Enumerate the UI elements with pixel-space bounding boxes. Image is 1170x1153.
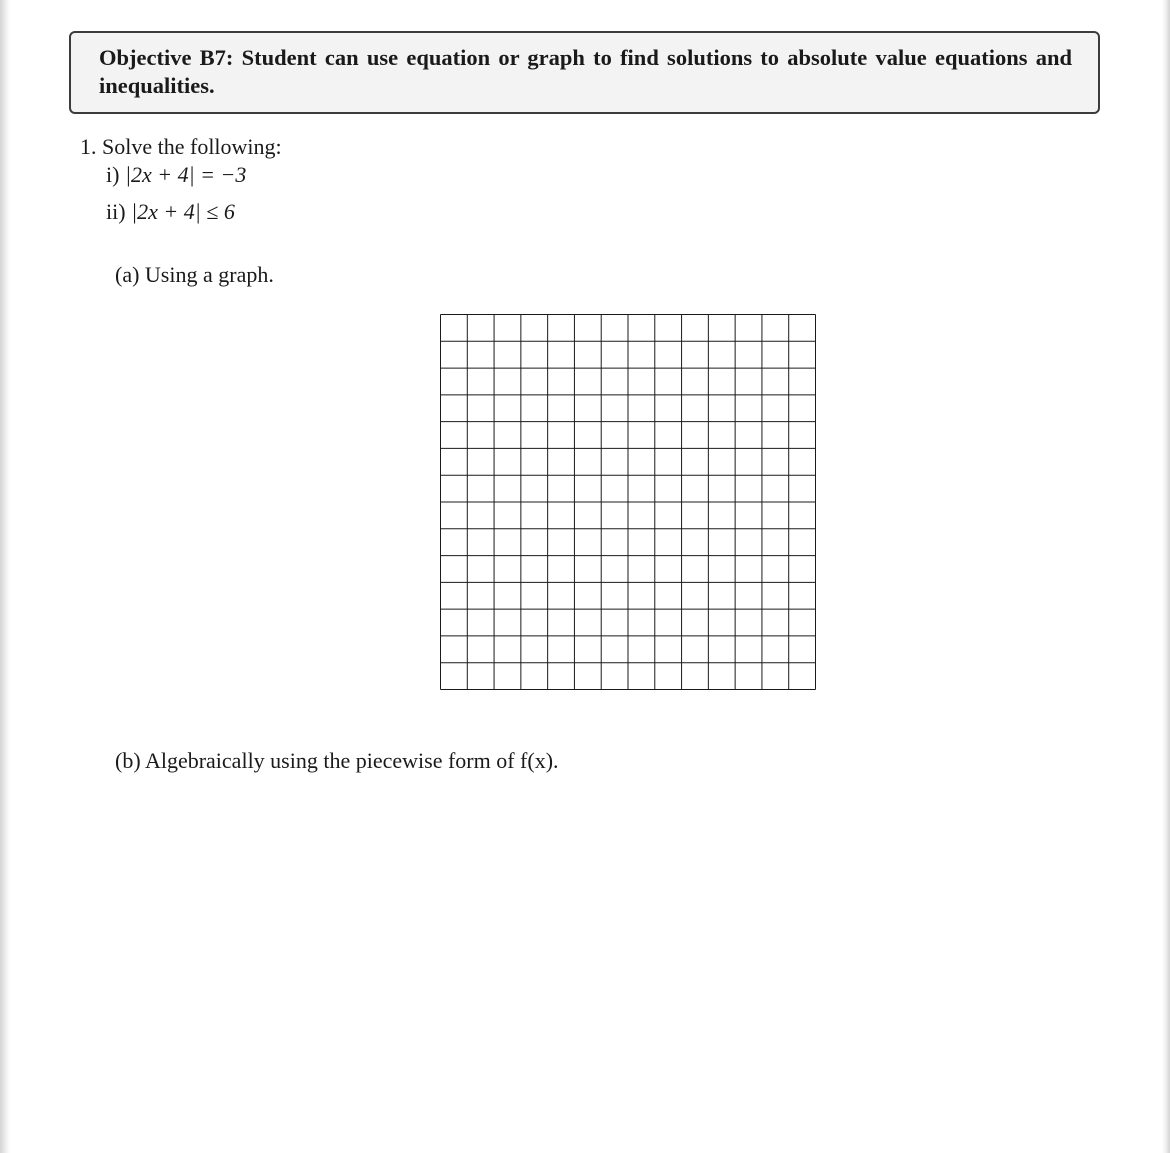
part-label: (b) — [115, 748, 141, 773]
page-left-edge-shadow — [0, 0, 10, 1153]
graph-grid — [440, 314, 816, 690]
item-label: i) — [106, 162, 120, 187]
problem-item-ii — [106, 199, 235, 225]
part-label: (a) — [115, 262, 140, 287]
item-expression: |2x + 4| ≤ 6 — [131, 199, 235, 224]
problem-1-heading — [80, 134, 282, 160]
part-b — [115, 748, 559, 774]
item-expression: |2x + 4| = −3 — [124, 162, 247, 187]
objective-box — [69, 31, 1100, 114]
part-text: Algebraically using the piecewise form of f(x). — [144, 748, 559, 773]
problem-prompt: Solve the following: — [102, 134, 282, 159]
problem-item-i — [106, 162, 246, 188]
page-right-edge-shadow — [1162, 0, 1170, 1153]
objective-text: Objective B7: Student can use equation or graph to find solutions to absolute value equations and inequalities. — [99, 45, 1072, 98]
item-label: ii) — [106, 199, 126, 224]
grid-lines — [441, 315, 816, 690]
problem-number: 1. — [80, 134, 97, 159]
part-a — [115, 262, 274, 288]
part-text: Using a graph. — [144, 262, 274, 287]
